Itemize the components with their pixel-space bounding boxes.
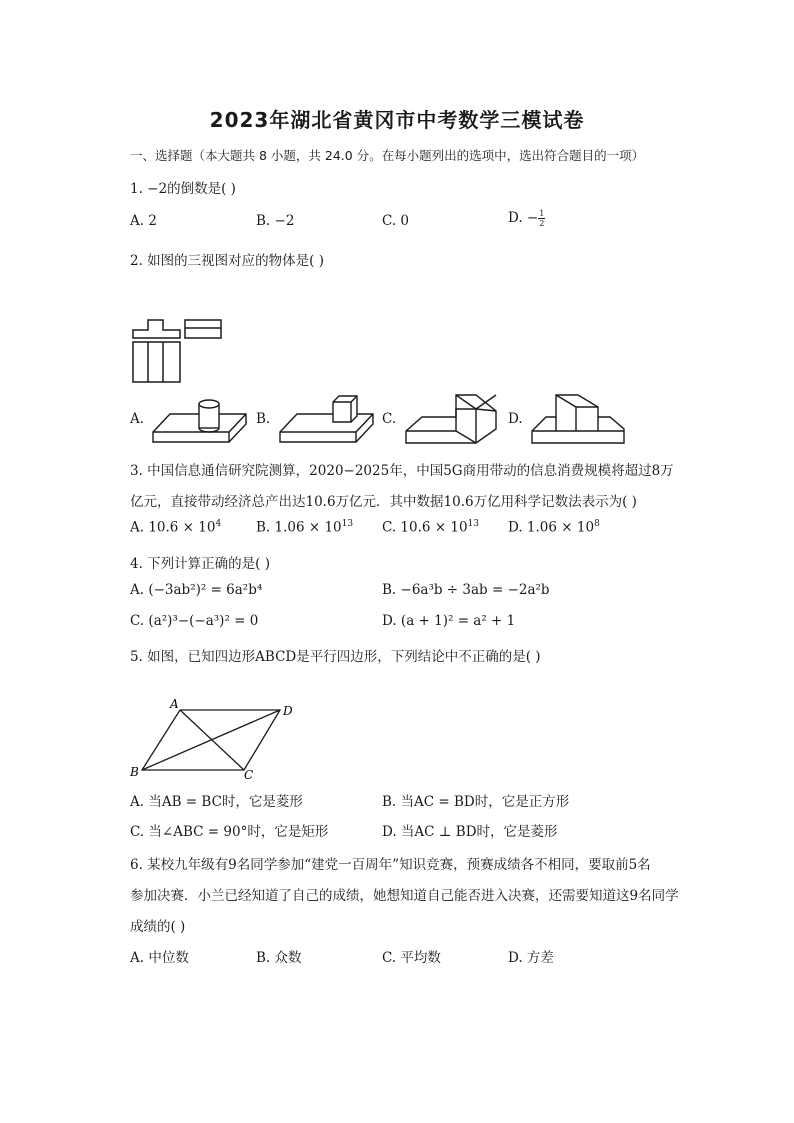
q1-option-d bbox=[508, 209, 545, 228]
q3-a-base: A. 10.6 × 10 bbox=[130, 519, 216, 536]
q5-option-b: B. 当AC = BD时，它是正方形 bbox=[382, 794, 570, 810]
vertex-label-d: D bbox=[283, 704, 293, 718]
q6-option-b: B. 众数 bbox=[256, 950, 302, 966]
q3-option-a bbox=[130, 519, 221, 536]
q2-solid-a bbox=[150, 396, 250, 442]
q6-line-2: 参加决赛．小兰已经知道了自己的成绩，她想知道自己能否进入决赛，还需要知道这9名同学 bbox=[130, 888, 679, 904]
q5-option-a: A. 当AB = BC时，它是菱形 bbox=[130, 794, 303, 810]
q4-option-b: B. −6a³b ÷ 3ab = −2a²b bbox=[382, 582, 550, 598]
q3-option-d bbox=[508, 519, 600, 536]
top-view bbox=[133, 342, 180, 382]
q3-b-base: B. 1.06 × 10 bbox=[256, 519, 342, 536]
diagonal-bd bbox=[142, 710, 280, 770]
q3-line-2: 亿元，直接带动经济总产出达10.6万亿元．其中数据10.6万亿用科学记数法表示为( ) bbox=[130, 494, 637, 510]
q6-line-1: 6. 某校九年级有9名同学参加“建党一百周年”知识竞赛，预赛成绩各不相同，要取前5名 bbox=[130, 857, 651, 873]
q1-d-denominator: 2 bbox=[539, 219, 545, 228]
q3-option-c bbox=[382, 519, 479, 536]
q3-c-base: C. 10.6 × 10 bbox=[382, 519, 468, 536]
q4-option-d: D. (a + 1)² = a² + 1 bbox=[382, 613, 516, 629]
q3-b-exp: 13 bbox=[341, 519, 354, 529]
vertex-label-c: C bbox=[244, 768, 254, 782]
q5-stem: 5. 如图，已知四边形ABCD是平行四边形，下列结论中不正确的是( ) bbox=[130, 649, 541, 665]
q4-option-c: C. (a²)³−(−a³)² = 0 bbox=[130, 613, 259, 629]
q2-option-d: D. bbox=[508, 411, 523, 427]
side-view bbox=[185, 320, 221, 338]
q5-option-c: C. 当∠ABC = 90°时，它是矩形 bbox=[130, 824, 329, 840]
q3-d-exp: 8 bbox=[594, 519, 600, 529]
q1-option-d-fraction bbox=[538, 209, 545, 228]
page-title: 2023年湖北省黄冈市中考数学三模试卷 bbox=[209, 108, 585, 132]
q2-solid-c bbox=[404, 393, 504, 443]
q4-stem: 4. 下列计算正确的是( ) bbox=[130, 556, 270, 572]
three-view-figure bbox=[130, 318, 225, 384]
q1-option-a: A. 2 bbox=[130, 213, 157, 229]
q4-option-a: A. (−3ab²)² = 6a²b⁴ bbox=[130, 582, 263, 598]
q2-option-a: A. bbox=[130, 411, 145, 427]
q2-option-c: C. bbox=[382, 411, 397, 427]
q3-c-exp: 13 bbox=[467, 519, 480, 529]
q1-option-b: B. −2 bbox=[256, 213, 295, 229]
q6-option-d: D. 方差 bbox=[508, 950, 554, 966]
vertex-label-b: B bbox=[130, 765, 139, 779]
q2-solid-b bbox=[277, 396, 377, 442]
q3-line-1: 3. 中国信息通信研究院测算，2020−2025年，中国5G商用带动的信息消费规模将超过8万 bbox=[130, 463, 674, 479]
q3-a-exp: 4 bbox=[215, 519, 222, 529]
q2-stem: 2. 如图的三视图对应的物体是( ) bbox=[130, 253, 324, 269]
q1-option-c: C. 0 bbox=[382, 213, 410, 229]
q1-d-numerator: 1 bbox=[539, 209, 545, 218]
q2-option-b: B. bbox=[256, 411, 271, 427]
q6-option-a: A. 中位数 bbox=[130, 950, 189, 966]
section-heading: 一、选择题（本大题共 8 小题，共 24.0 分。在每小题列出的选项中，选出符合题目的一项） bbox=[130, 148, 645, 163]
parallelogram-figure bbox=[128, 698, 308, 782]
vertex-label-a: A bbox=[170, 697, 179, 711]
q6-option-c: C. 平均数 bbox=[382, 950, 441, 966]
q3-d-base: D. 1.06 × 10 bbox=[508, 519, 595, 536]
q5-option-d: D. 当AC ⊥ BD时，它是菱形 bbox=[382, 824, 558, 840]
q1-option-d-prefix: D. − bbox=[508, 210, 539, 226]
q6-line-3: 成绩的( ) bbox=[130, 919, 186, 935]
q3-option-b bbox=[256, 519, 353, 536]
q1-stem: 1. −2的倒数是( ) bbox=[130, 181, 236, 197]
q2-solid-d bbox=[530, 393, 630, 443]
front-view bbox=[133, 320, 180, 338]
